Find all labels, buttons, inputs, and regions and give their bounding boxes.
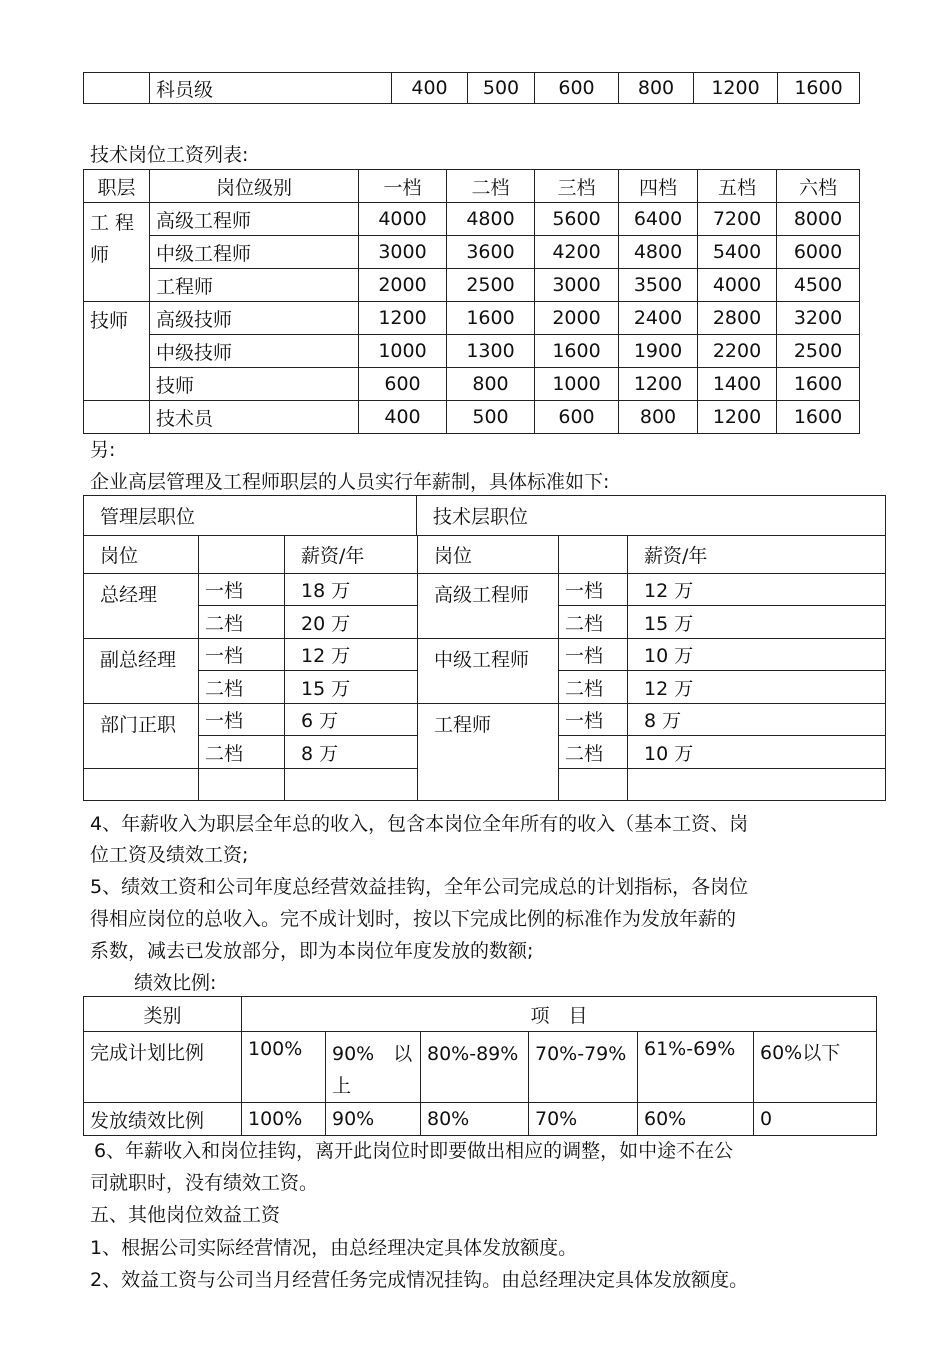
ratio-cell: 61%-69%: [638, 1032, 754, 1103]
tech-header: 技术层职位: [417, 496, 886, 536]
grade-value: 2200: [698, 335, 777, 368]
empty-cell: [84, 401, 150, 434]
col-post: 岗位: [418, 536, 559, 574]
header-grade: 六档: [777, 170, 860, 203]
row-completion-label: 完成计划比例: [84, 1032, 242, 1103]
grade-value: 1600: [777, 401, 860, 434]
grade-value: 1600: [535, 335, 619, 368]
grade-label: 一档: [559, 574, 628, 606]
grade-value: 3600: [447, 236, 535, 269]
para5-line3: 系数，减去已发放部分，即为本岗位年度发放的数额;: [90, 940, 534, 962]
grade-label: 二档: [559, 671, 628, 704]
annual-tech-table: [417, 535, 886, 801]
grade-value: 1200: [694, 73, 778, 104]
grade-value: 2000: [359, 269, 447, 302]
grade-value: 600: [535, 73, 619, 104]
header-grade: 四档: [619, 170, 698, 203]
grade-value: 500: [447, 401, 535, 434]
grade-value: 7200: [698, 203, 777, 236]
grade-value: 6000: [777, 236, 860, 269]
para6-line2: 司就职时，没有绩效工资。: [90, 1172, 319, 1194]
payout-cell: 70%: [529, 1103, 638, 1136]
tier-engineer-line1: 工 程: [90, 212, 135, 234]
grade-label: 一档: [199, 574, 285, 606]
grade-value: 3000: [535, 269, 619, 302]
ratio-cell: 70%-79%: [529, 1032, 638, 1103]
post-name: 高级工程师: [418, 574, 559, 639]
grade-label: 二档: [199, 736, 285, 769]
para5-line1: 5、绩效工资和公司年度总经营效益挂钩，全年公司完成总的计划指标，各岗位: [90, 876, 749, 898]
grade-value: 1200: [619, 368, 698, 401]
salary-value: 20 万: [285, 606, 418, 639]
grade-label: 一档: [199, 704, 285, 736]
salary-value: 15 万: [285, 671, 418, 704]
grade-value: 5400: [698, 236, 777, 269]
grade-value: 4000: [359, 203, 447, 236]
ratio-cell: 90% 以上: [326, 1032, 421, 1103]
level-name: 技师: [150, 368, 359, 401]
ratio-cell: 100%: [242, 1032, 326, 1103]
tech-salary-table: [83, 169, 860, 434]
grade-label: 二档: [559, 736, 628, 769]
empty-cell: [628, 769, 886, 801]
grade-value: 1600: [778, 73, 860, 104]
empty-cell: [559, 536, 628, 574]
salary-value: 10 万: [628, 736, 886, 769]
salary-value: 8 万: [628, 704, 886, 736]
header-tier: 职层: [84, 170, 150, 203]
grade-value: 2400: [619, 302, 698, 335]
salary-value: 18 万: [285, 574, 418, 606]
annual-mgmt-table: [83, 535, 418, 801]
para4-line1: 4、年薪收入为职层全年总的收入，包含本岗位全年所有的收入（基本工资、岗: [90, 813, 749, 835]
grade-value: 1400: [698, 368, 777, 401]
perf-caption: 绩效比例:: [134, 972, 217, 994]
payout-cell: 60%: [638, 1103, 754, 1136]
empty-cell: [559, 769, 628, 801]
grade-value: 2800: [698, 302, 777, 335]
col-salary: 薪资/年: [285, 536, 418, 574]
level-name: 高级工程师: [150, 203, 359, 236]
grade-value: 2500: [777, 335, 860, 368]
grade-value: 2500: [447, 269, 535, 302]
payout-cell: 0: [754, 1103, 877, 1136]
note-annual: 企业高层管理及工程师职层的人员实行年薪制，具体标准如下:: [90, 471, 610, 493]
post-name: 中级工程师: [418, 639, 559, 704]
level-name: 中级工程师: [150, 236, 359, 269]
row-payout-label: 发放绩效比例: [84, 1103, 242, 1136]
grade-value: 3000: [359, 236, 447, 269]
grade-value: 4500: [777, 269, 860, 302]
para5-line2: 得相应岗位的总收入。完不成计划时，按以下完成比例的标准作为发放年薪的: [90, 908, 737, 930]
post-name: 总经理: [84, 574, 199, 639]
empty-cell: [199, 769, 285, 801]
grade-label: 二档: [199, 606, 285, 639]
grade-value: 4200: [535, 236, 619, 269]
salary-value: 12 万: [628, 574, 886, 606]
para4-line2: 位工资及绩效工资;: [90, 844, 249, 866]
grade-value: 600: [535, 401, 619, 434]
col-post: 岗位: [84, 536, 199, 574]
post-name: 工程师: [418, 704, 559, 801]
empty-cell: [84, 769, 199, 801]
annual-header-table: [83, 495, 886, 536]
grade-value: 3200: [777, 302, 860, 335]
level-name: 技术员: [150, 401, 359, 434]
salary-value: 12 万: [285, 639, 418, 671]
grade-value: 5600: [535, 203, 619, 236]
salary-value: 10 万: [628, 639, 886, 671]
ratio-cell: 60%以下: [754, 1032, 877, 1103]
grade-value: 800: [619, 73, 694, 104]
grade-value: 600: [359, 368, 447, 401]
item2: 2、效益工资与公司当月经营任务完成情况挂钩。由总经理决定具体发放额度。: [90, 1269, 749, 1291]
grade-value: 400: [359, 401, 447, 434]
grade-label: 二档: [559, 606, 628, 639]
grade-value: 500: [468, 73, 535, 104]
payout-cell: 90%: [326, 1103, 421, 1136]
grade-value: 1000: [359, 335, 447, 368]
empty-cell: [285, 769, 418, 801]
grade-value: 8000: [777, 203, 860, 236]
grade-label: 一档: [199, 639, 285, 671]
grade-value: 1000: [535, 368, 619, 401]
header-grade: 二档: [447, 170, 535, 203]
grade-value: 4800: [447, 203, 535, 236]
payout-cell: 100%: [242, 1103, 326, 1136]
payout-cell: 80%: [421, 1103, 529, 1136]
header-level: 岗位级别: [150, 170, 359, 203]
level-name: 中级技师: [150, 335, 359, 368]
tier-engineer: [84, 203, 150, 302]
grade-label: 二档: [199, 671, 285, 704]
tier-engineer-line2: 师: [90, 244, 110, 266]
header-grade: 五档: [698, 170, 777, 203]
level-name: 科员级: [150, 73, 392, 104]
header-grade: 三档: [535, 170, 619, 203]
perf-ratio-table: [83, 996, 877, 1136]
grade-value: 1200: [359, 302, 447, 335]
grade-value: 800: [619, 401, 698, 434]
item1: 1、根据公司实际经营情况，由总经理决定具体发放额度。: [90, 1237, 578, 1259]
level-name: 工程师: [150, 269, 359, 302]
post-name: 部门正职: [84, 704, 199, 769]
grade-label: 一档: [559, 704, 628, 736]
grade-value: 4800: [619, 236, 698, 269]
grade-value: 800: [447, 368, 535, 401]
header-grade: 一档: [359, 170, 447, 203]
salary-value: 12 万: [628, 671, 886, 704]
tech-table-caption: 技术岗位工资列表:: [90, 144, 249, 166]
grade-value: 1900: [619, 335, 698, 368]
grade-label: 一档: [559, 639, 628, 671]
col-salary: 薪资/年: [628, 536, 886, 574]
col-items: 项 目: [242, 997, 877, 1032]
note-other: 另:: [90, 439, 116, 461]
section5-title: 五、其他岗位效益工资: [90, 1204, 281, 1226]
empty-cell: [84, 73, 150, 104]
post-name: 副总经理: [84, 639, 199, 704]
grade-value: 1600: [777, 368, 860, 401]
empty-cell: [199, 536, 285, 574]
grade-value: 4000: [698, 269, 777, 302]
tier-technician: 技师: [84, 302, 150, 401]
grade-value: 2000: [535, 302, 619, 335]
salary-value: 15 万: [628, 606, 886, 639]
grade-value: 1300: [447, 335, 535, 368]
grade-value: 1600: [447, 302, 535, 335]
grade-value: 6400: [619, 203, 698, 236]
col-category: 类别: [84, 997, 242, 1032]
grade-value: 400: [392, 73, 468, 104]
mgmt-header: 管理层职位: [84, 496, 417, 536]
level-name: 高级技师: [150, 302, 359, 335]
ratio-cell: 80%-89%: [421, 1032, 529, 1103]
para6-line1: 6、年薪收入和岗位挂钩，离开此岗位时即要做出相应的调整，如中途不在公: [94, 1140, 734, 1162]
grade-value: 3500: [619, 269, 698, 302]
clerk-level-table: [83, 72, 860, 104]
salary-value: 8 万: [285, 736, 418, 769]
salary-value: 6 万: [285, 704, 418, 736]
grade-value: 1200: [698, 401, 777, 434]
